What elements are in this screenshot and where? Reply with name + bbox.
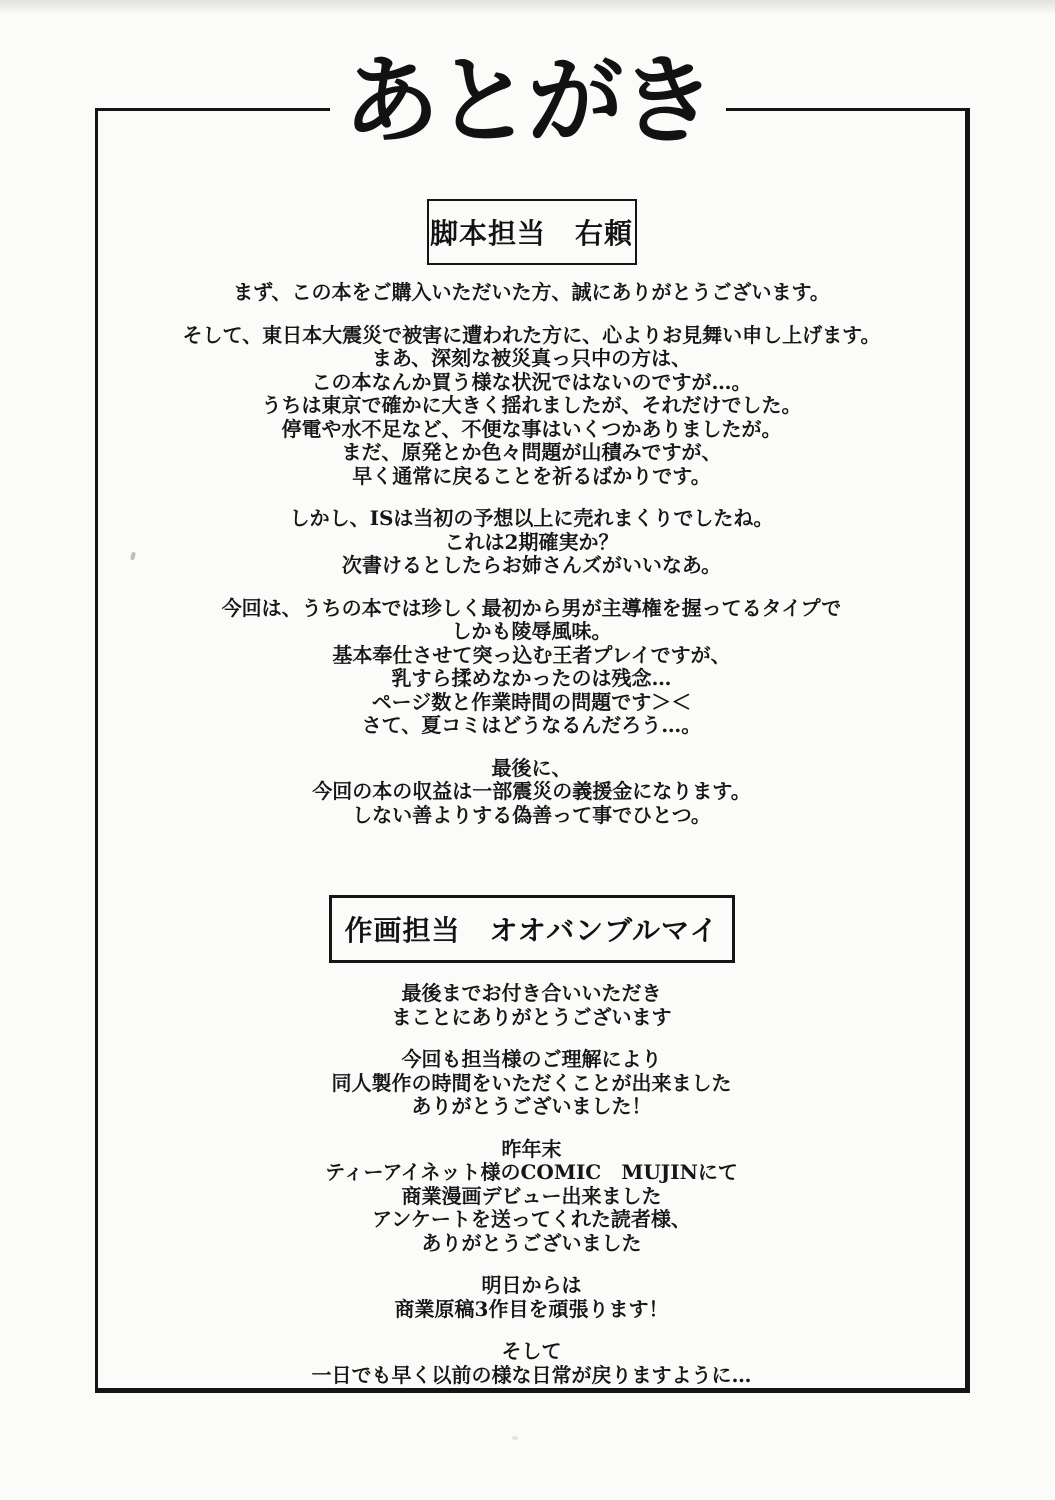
text-line: これは2期確実か？ <box>444 529 619 554</box>
section-heading-script-label: 脚本担当 右頼 <box>429 217 633 250</box>
text-line: 早く通常に戻ることを祈るばかりです。 <box>352 463 711 488</box>
text-line: 最後までお付き合いいただき <box>401 981 662 1005</box>
artist-comments <box>100 982 963 1387</box>
text-line: アンケートを送ってくれた読者様、 <box>372 1207 691 1231</box>
text-line: 同人製作の時間をいただくことが出来ました <box>331 1070 732 1095</box>
text-line: 次書けるとしたらお姉さんズがいいなあ。 <box>341 553 722 577</box>
text-line: 昨年末 <box>501 1136 562 1161</box>
script-author-comments <box>100 281 963 827</box>
text-line: ありがとうございました！ <box>411 1094 652 1118</box>
paragraph <box>100 1048 963 1119</box>
paragraph <box>100 281 963 305</box>
text-line: 今回も担当様のご理解により <box>401 1047 662 1071</box>
text-line: うちは東京で確かに大きく揺れましたが、それだけでした。 <box>261 393 802 417</box>
text-line: そして <box>501 1339 562 1363</box>
text-line: 乳すら揉めなかったのは残念… <box>391 666 672 690</box>
text-line: まことにありがとうございます <box>391 1004 672 1029</box>
paragraph <box>100 324 963 489</box>
text-line: 一日でも早く以前の様な日常が戻りますように… <box>311 1362 752 1387</box>
text-line: ありがとうございました <box>421 1230 642 1255</box>
text-line: しない善よりする偽善って事でひとつ。 <box>352 802 711 827</box>
text-line: 明日からは <box>481 1273 582 1297</box>
text-line: この本なんか買う様な状況ではないのですが…。 <box>311 369 752 394</box>
paragraph <box>100 1138 963 1256</box>
text-line: 最後に、 <box>491 755 572 780</box>
content-frame <box>95 108 970 1393</box>
text-line: ページ数と作業時間の問題です＞＜ <box>371 689 692 714</box>
scan-edge-artifact <box>0 0 1055 15</box>
text-line: 停電や水不足など、不便な事はいくつかありましたが。 <box>281 416 782 441</box>
scan-dust-speck <box>512 1436 518 1440</box>
paragraph <box>100 757 963 828</box>
section-heading-script <box>427 199 637 265</box>
text-line: しかも陵辱風味。 <box>451 619 612 643</box>
section-heading-art <box>329 895 735 963</box>
text-line: まあ、深刻な被災真っ只中の方は、 <box>371 346 692 370</box>
text-line: そして、東日本大震災で被害に遭われた方に、心よりお見舞い申し上げます。 <box>182 322 881 347</box>
text-line: 商業漫画デビュー出来ました <box>401 1183 662 1208</box>
section-heading-art-label: 作画担当 オオバンブルマイ <box>344 914 719 947</box>
text-line: ティーアイネット様のCOMIC MUJINにて <box>325 1160 738 1184</box>
text-line: まだ、原発とか色々問題が山積みですが、 <box>341 440 722 464</box>
paragraph <box>100 1274 963 1321</box>
text-line: さて、夏コミはどうなるんだろう…。 <box>361 713 702 737</box>
paragraph <box>100 507 963 578</box>
paragraph <box>100 1340 963 1387</box>
page-title: あとがき <box>330 50 726 154</box>
text-line: 今回は、うちの本では珍しく最初から男が主導権を握ってるタイプで <box>221 595 842 620</box>
text-line: まず、この本をご購入いただいた方、誠にありがとうございます。 <box>233 280 830 304</box>
text-line: 商業原稿3作目を頑張ります！ <box>394 1296 669 1321</box>
text-line: 基本奉仕させて突っ込む王者プレイですが、 <box>332 642 731 667</box>
paragraph <box>100 982 963 1029</box>
paragraph <box>100 597 963 738</box>
text-line: 今回の本の収益は一部震災の義援金になります。 <box>312 779 751 803</box>
text-line: しかし、ISは当初の予想以上に売れまくりでしたね。 <box>289 506 774 530</box>
